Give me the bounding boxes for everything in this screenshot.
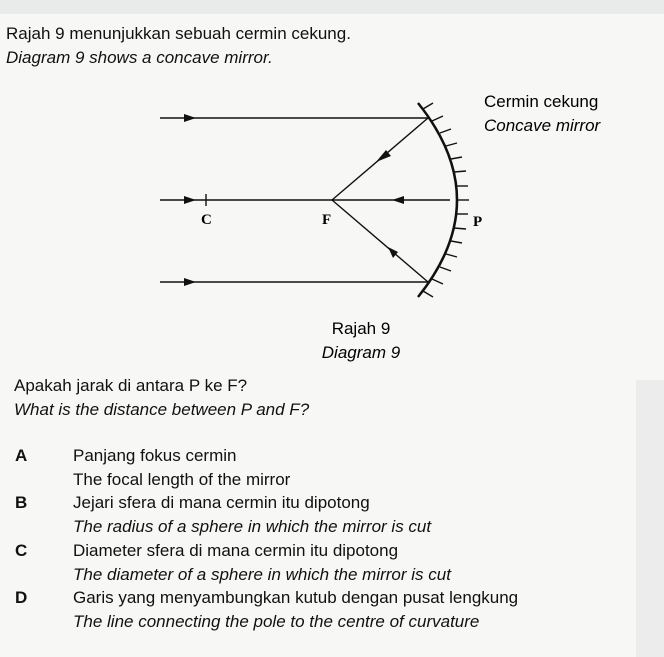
option-letter: C	[15, 541, 28, 560]
arrow-head	[184, 278, 196, 286]
option-text-english: The line connecting the pole to the centre of curvature	[73, 612, 480, 631]
mirror-label-english: Concave mirror	[484, 116, 601, 135]
option-letter: D	[15, 588, 28, 607]
diagram-caption-malay: Rajah 9	[331, 319, 391, 338]
arrow-head	[184, 196, 196, 204]
option-text-english: The diameter of a sphere in which the mirror is cut	[73, 565, 451, 584]
option-letter: A	[15, 446, 28, 465]
option-text-english: The radius of a sphere in which the mirror is cut	[73, 517, 432, 536]
option-letter: B	[15, 493, 28, 512]
question-malay: Apakah jarak di antara P ke F?	[14, 376, 248, 395]
point-f-label: F	[322, 212, 332, 228]
mirror-label-malay: Cermin cekung	[484, 92, 599, 111]
reflected-ray-bottom	[332, 200, 428, 282]
option-text-malay: Jejari sfera di mana cermin itu dipotong	[73, 493, 370, 512]
option-text-malay: Garis yang menyambungkan kutub dengan pusat lengkung	[73, 588, 519, 607]
arrow-head	[388, 247, 398, 258]
title-english: Diagram 9 shows a concave mirror.	[6, 48, 273, 67]
question-english: What is the distance between P and F?	[14, 400, 310, 419]
point-p-label: P	[473, 214, 483, 230]
page-shadow	[636, 380, 664, 657]
option-text-english: The focal length of the mirror	[73, 470, 291, 489]
option-text-malay: Diameter sfera di mana cermin itu dipotong	[73, 541, 399, 560]
arrow-head	[184, 114, 196, 122]
diagram-caption-english: Diagram 9	[321, 343, 401, 362]
option-text-malay: Panjang fokus cermin	[73, 446, 237, 465]
arrow-head	[392, 196, 404, 204]
title-malay: Rajah 9 menunjukkan sebuah cermin cekung.	[6, 24, 351, 43]
point-c-label: C	[201, 212, 212, 228]
